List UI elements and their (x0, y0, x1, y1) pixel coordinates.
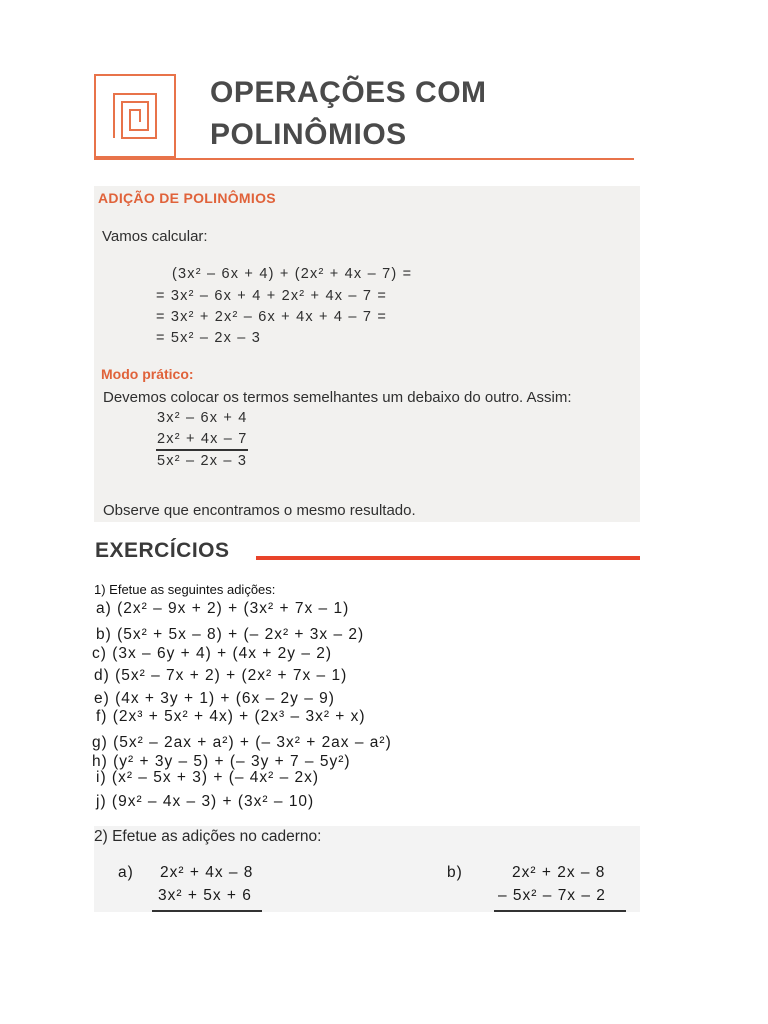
q2b-row-2: – 5x² – 7x – 2 (498, 887, 606, 904)
q2a-rule (152, 910, 262, 912)
q2a-row-1: 2x² + 4x – 8 (160, 864, 254, 881)
exercise-item: b) (5x² + 5x – 8) + (– 2x² + 3x – 2) (96, 626, 365, 643)
modo-title: Modo prático: (101, 366, 194, 382)
intro-text: Vamos calcular: (102, 228, 208, 245)
exercise-item: e) (4x + 3y + 1) + (6x – 2y – 9) (94, 690, 335, 707)
exercise-item: h) (y² + 3y – 5) + (– 3y + 7 – 5y²) (92, 753, 351, 770)
modo-row-1: 3x² – 6x + 4 (157, 410, 248, 426)
section-title: ADIÇÃO DE POLINÔMIOS (98, 190, 276, 206)
calc-line-1: (3x² – 6x + 4) + (2x² + 4x – 7) = (172, 266, 413, 282)
observation-text: Observe que encontramos o mesmo resultado. (103, 502, 416, 519)
modo-row-2: 2x² + 4x – 7 (157, 431, 248, 447)
spiral-icon (96, 76, 174, 156)
calc-line-4: = 5x² – 2x – 3 (156, 330, 262, 346)
exercise-item: f) (2x³ + 5x² + 4x) + (2x³ – 3x² + x) (96, 708, 366, 725)
exercise-item: c) (3x – 6y + 4) + (4x + 2y – 2) (92, 645, 333, 662)
modo-desc: Devemos colocar os termos semelhantes um debaixo do outro. Assim: (103, 389, 572, 406)
q2a-row-2: 3x² + 5x + 6 (158, 887, 252, 904)
title-line-2: POLINÔMIOS (210, 118, 407, 151)
spiral-logo (94, 74, 176, 158)
exercise-1-intro: 1) Efetue as seguintes adições: (94, 582, 276, 597)
calc-line-3: = 3x² + 2x² – 6x + 4x + 4 – 7 = (156, 309, 388, 325)
page-title (210, 72, 487, 156)
header-divider (94, 158, 634, 160)
q2a-label: a) (118, 864, 134, 881)
exercises-title: EXERCÍCIOS (95, 539, 230, 562)
exercise-item: g) (5x² – 2ax + a²) + (– 3x² + 2ax – a²) (92, 734, 392, 751)
q2b-rule (494, 910, 626, 912)
exercise-item: j) (9x² – 4x – 3) + (3x² – 10) (96, 793, 315, 810)
exercise-item: a) (2x² – 9x + 2) + (3x² + 7x – 1) (96, 600, 350, 617)
title-line-1: OPERAÇÕES COM (210, 76, 487, 109)
exercise-2-intro: 2) Efetue as adições no caderno: (94, 828, 322, 845)
calc-line-2: = 3x² – 6x + 4 + 2x² + 4x – 7 = (156, 288, 388, 304)
exercises-divider (256, 556, 640, 560)
exercise-item: i) (x² – 5x + 3) + (– 4x² – 2x) (96, 769, 320, 786)
q2b-label: b) (447, 864, 463, 881)
modo-result: 5x² – 2x – 3 (157, 453, 248, 469)
exercise-item: d) (5x² – 7x + 2) + (2x² + 7x – 1) (94, 667, 348, 684)
sum-rule (156, 449, 248, 451)
q2b-row-1: 2x² + 2x – 8 (512, 864, 606, 881)
